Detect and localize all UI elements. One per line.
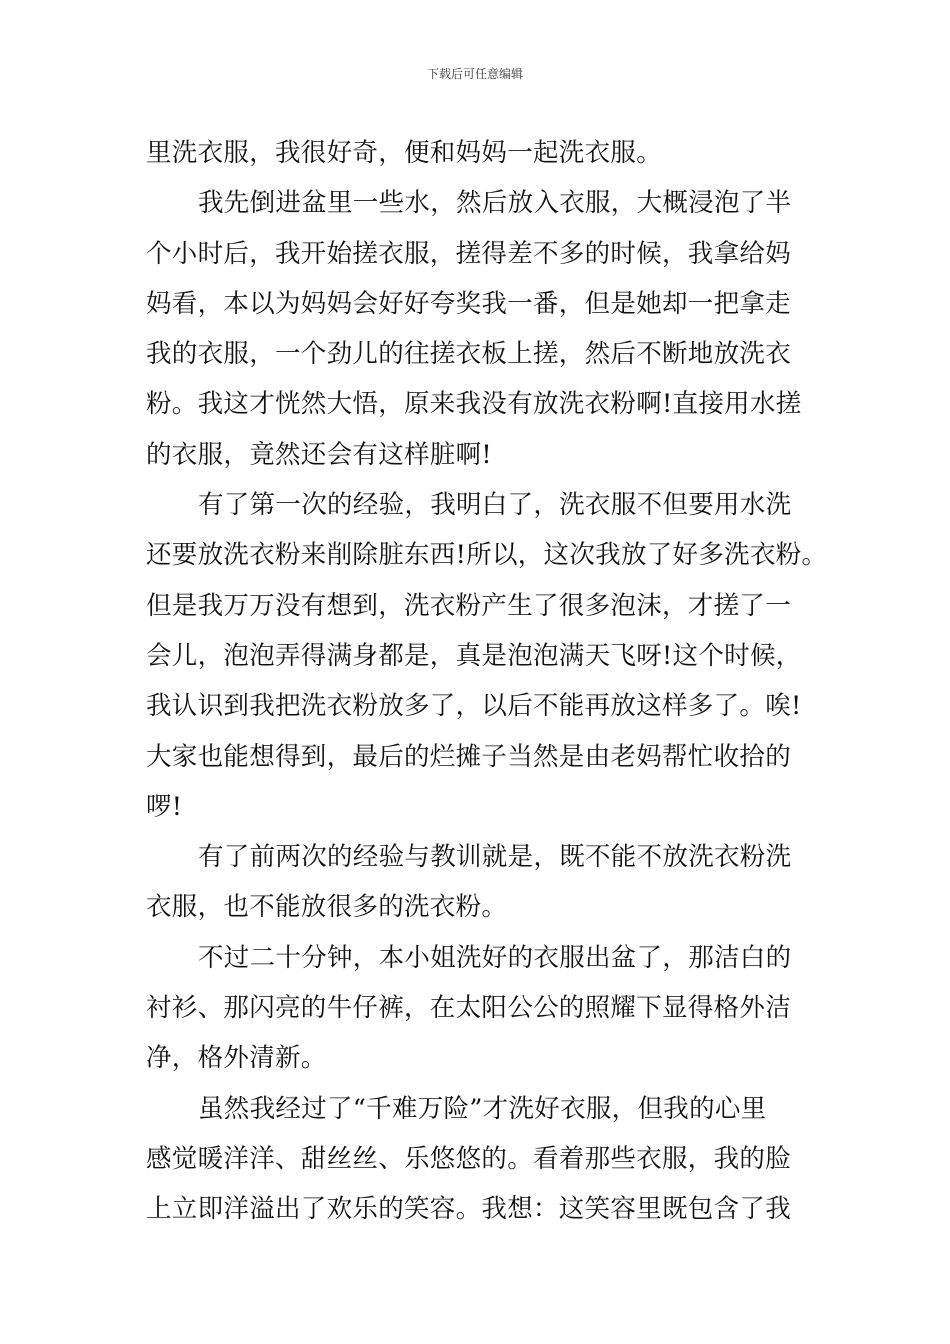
text-line: 啰! [146,791,183,822]
text-line: 虽然我经过了“千难万险”才洗好衣服，但我的心里 [198,1093,767,1124]
text-line: 有了第一次的经验，我明白了，洗衣服不但要用水洗 [198,490,792,521]
text-line: 有了前两次的经验与教训就是，既不能不放洗衣粉洗 [198,842,792,873]
text-line: 净，格外清新。 [146,1043,327,1074]
text-line: 我先倒进盆里一些水，然后放入衣服，大概浸泡了半 [198,188,792,219]
text-line: 里洗衣服，我很好奇，便和妈妈一起洗衣服。 [146,138,663,168]
text-line: 我认识到我把洗衣粉放多了，以后不能再放这样多了。唉! [146,691,802,722]
text-line: 粉。我这才恍然大悟，原来我没有放洗衣粉啊!直接用水搓 [146,389,802,420]
text-line: 不过二十分钟，本小姐洗好的衣服出盆了，那洁白的 [198,942,792,973]
text-line: 我的衣服，一个劲儿的往搓衣板上搓，然后不断地放洗衣 [146,339,792,370]
text-line: 还要放洗衣粉来削除脏东西!所以，这次我放了好多洗衣粉。 [146,540,828,571]
text-line: 妈看，本以为妈妈会好好夸奖我一番，但是她却一把拿走 [146,288,792,319]
text-line: 但是我万万没有想到，洗衣粉产生了很多泡沫，才搓了一 [146,590,792,621]
text-line: 衬衫、那闪亮的牛仔裤，在太阳公公的照耀下显得格外洁 [146,993,792,1024]
page-header: 下载后可任意编辑 [426,67,523,81]
text-line: 个小时后，我开始搓衣服，搓得差不多的时候，我拿给妈 [146,238,792,269]
text-line: 感觉暖洋洋、甜丝丝、乐悠悠的。看着那些衣服，我的脸 [146,1143,792,1174]
text-line: 会儿，泡泡弄得满身都是，真是泡泡满天飞呀!这个时候， [146,640,802,671]
text-line: 的衣服，竟然还会有这样脏啊! [146,439,492,470]
text-line: 衣服，也不能放很多的洗衣粉。 [146,892,508,923]
text-line: 上立即洋溢出了欢乐的笑容。我想：这笑容里既包含了我 [146,1194,792,1225]
essay-body [146,128,828,1235]
text-line: 大家也能想得到，最后的烂摊子当然是由老妈帮忙收拾的 [146,741,792,772]
